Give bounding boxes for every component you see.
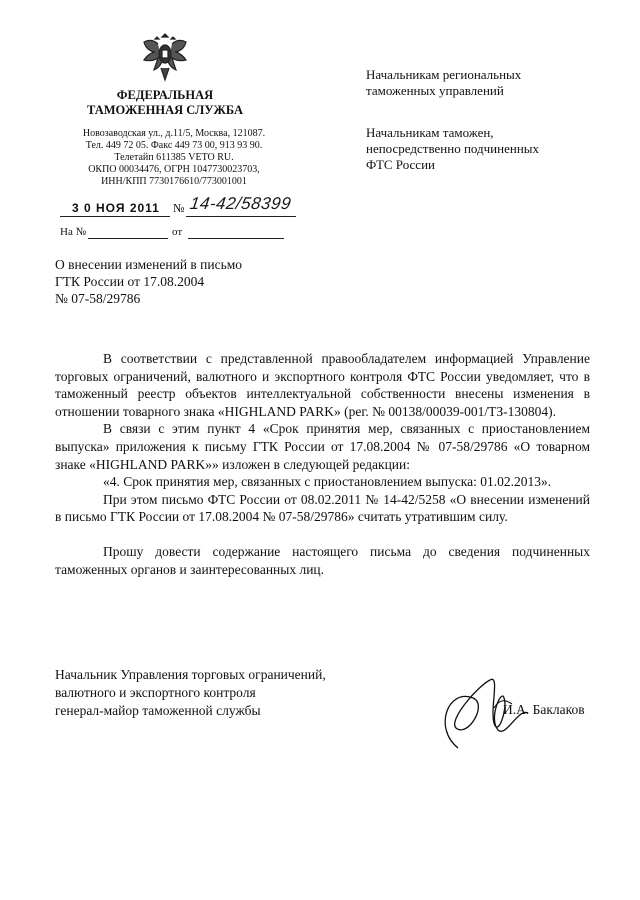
number-underline xyxy=(186,216,296,217)
date-stamp: 3 0 НОЯ 2011 xyxy=(72,201,160,215)
signatory-title-line1: Начальник Управления торговых ограничений, xyxy=(55,667,326,682)
reply-date-field xyxy=(188,238,284,239)
signatory-title-line2: валютного и экспортного контроля xyxy=(55,685,256,700)
org-name-line1: ФЕДЕРАЛЬНАЯ xyxy=(116,88,214,102)
signatory-name: И.А. Баклаков xyxy=(503,702,585,717)
teletype-line: Телетайп 611385 VETO RU. xyxy=(114,152,234,163)
addressee-line4: непосредственно подчиненных xyxy=(366,141,540,156)
addressee-line1: Начальникам региональных xyxy=(366,67,522,82)
registration-number: 14-42/58399 xyxy=(188,194,293,213)
body-paragraph-1: В соответствии с представленной правообладателем информацией Управление торговых ограничений, валютного и экспортного контроля ФТС России уведомляет, что в таможенный реестр объектов интеллектуальной собственности внесены изменения в отношении товарного знака «HIGHLAND PARK» (рег. № 00138/00039-001/ТЗ-130804). xyxy=(55,351,590,419)
number-symbol: № xyxy=(173,201,185,215)
reply-number-field xyxy=(88,238,168,239)
letter-body xyxy=(55,350,590,578)
body-paragraph-4: При этом письмо ФТС России от 08.02.2011 № 14-42/5258 «О внесении изменений в письмо ГТК России от 17.08.2004 № 07-58/29786» считать утратившим силу. xyxy=(55,491,590,525)
date-underline xyxy=(60,216,170,217)
org-name-line2: ТАМОЖЕННАЯ СЛУЖБА xyxy=(87,103,243,117)
body-paragraph-3: «4. Срок принятия мер, связанных с приостановлением выпуска: 01.02.2013». xyxy=(103,474,552,490)
subject-line3: № 07-58/29786 xyxy=(55,291,141,306)
body-paragraph-2: В связи с этим пункт 4 «Срок принятия мер, связанных с приостановлением выпуска» приложения к письму ГТК России от 17.08.2004 № 07-58/29786 «О товарном знаке «HIGHLAND PARK»» изложен в следующей редакции: xyxy=(55,421,590,472)
addressee-line3: Начальникам таможен, xyxy=(366,125,494,140)
coat-of-arms-emblem xyxy=(140,28,190,84)
addressee-line5: ФТС России xyxy=(366,157,435,172)
okpo-line: ОКПО 00034476, ОГРН 1047730023703, xyxy=(88,164,260,175)
signatory-title-line3: генерал-майор таможенной службы xyxy=(55,703,261,718)
subject-line2: ГТК России от 17.08.2004 xyxy=(55,274,205,289)
reply-date-label: от xyxy=(172,226,183,238)
subject-line1: О внесении изменений в письмо xyxy=(55,257,243,272)
inn-line: ИНН/КПП 7730176610/773001001 xyxy=(101,176,247,187)
address-line: Новозаводская ул., д.11/5, Москва, 121087. xyxy=(82,128,266,139)
body-paragraph-5: Прошу довести содержание настоящего письма до сведения подчиненных таможенных органов и заинтересованных лиц. xyxy=(55,543,590,577)
reply-to-number-label: На № xyxy=(60,226,87,238)
phone-line: Тел. 449 72 05. Факс 449 73 00, 913 93 90. xyxy=(85,140,263,151)
addressee-line2: таможенных управлений xyxy=(366,83,504,98)
